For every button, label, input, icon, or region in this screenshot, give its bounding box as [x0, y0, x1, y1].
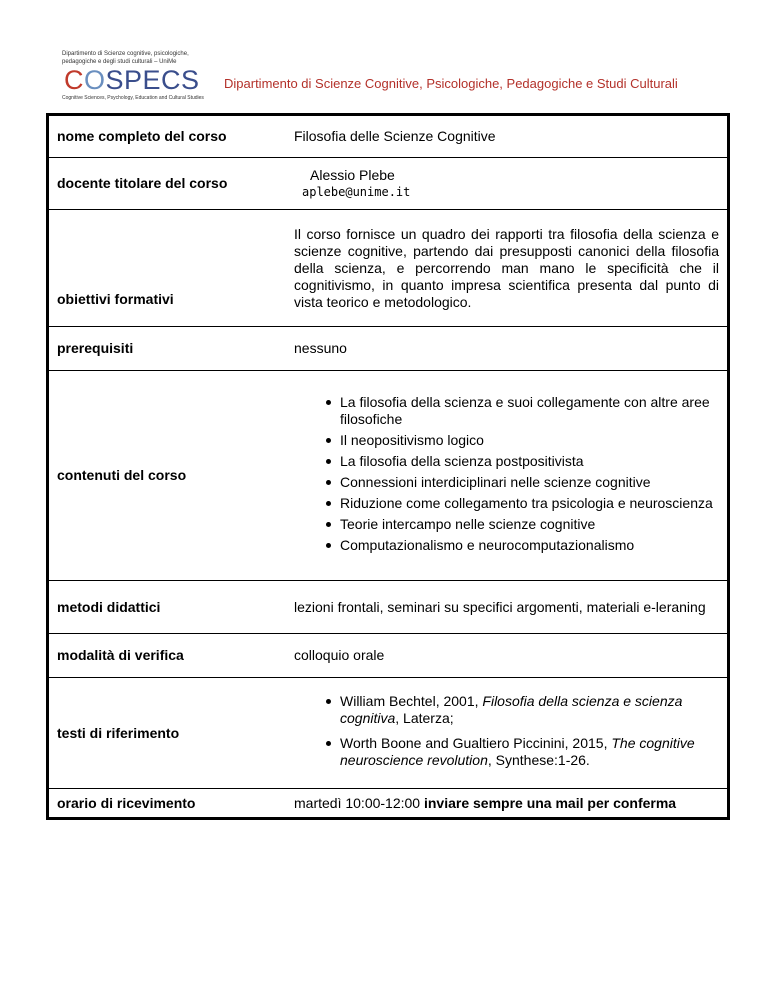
label-contents: contenuti del corso	[48, 371, 291, 581]
value-references	[290, 678, 729, 789]
logo-wordmark	[64, 66, 200, 94]
label-assessment: modalità di verifica	[48, 634, 291, 678]
value-teacher	[290, 158, 729, 210]
reference-author: William Bechtel, 2001,	[340, 693, 483, 709]
row-course-name	[48, 115, 729, 158]
row-references	[48, 678, 729, 789]
list-item: Riduzione come collegamento tra psicologia e neuroscienza	[340, 495, 719, 512]
reference-title: The cognitive neuroscience revolution	[340, 735, 695, 768]
list-item: La filosofia della scienza postpositivista	[340, 453, 719, 470]
logo-top-line2: pedagogiche e degli studi culturali – UniMe	[62, 59, 177, 65]
contents-list	[294, 394, 719, 554]
cospecs-logo	[62, 50, 212, 104]
row-methods	[48, 581, 729, 634]
office-hours-note: inviare sempre una mail per conferma	[423, 794, 677, 811]
references-list	[294, 693, 719, 769]
reference-title: Filosofia della scienza e scienza cognitiva	[340, 693, 683, 726]
list-item: Il neopositivismo logico	[340, 432, 719, 449]
course-info-table	[46, 113, 730, 820]
teacher-name: Alessio Plebe	[310, 166, 395, 183]
page-header	[62, 50, 722, 110]
reference-publisher: , Laterza;	[395, 710, 454, 726]
list-item: Computazionalismo e neurocomputazionalismo	[340, 537, 719, 554]
value-assessment: colloquio orale	[290, 634, 729, 678]
list-item: La filosofia della scienza e suoi collegamente con altre aree filosofiche	[340, 394, 719, 428]
teacher-email: aplebe@unime.it	[302, 184, 411, 199]
reference-publisher: , Synthese:1-26.	[487, 752, 590, 768]
row-office-hours	[48, 789, 729, 819]
label-office-hours: orario di ricevimento	[57, 794, 196, 811]
reference-item	[340, 693, 719, 727]
value-contents	[290, 371, 729, 581]
row-prerequisites	[48, 327, 729, 371]
label-course-name: nome completo del corso	[48, 115, 291, 158]
row-contents	[48, 371, 729, 581]
logo-letters-rest: SPECS	[105, 65, 200, 95]
row-assessment	[48, 634, 729, 678]
row-teacher	[48, 158, 729, 210]
value-objectives: Il corso fornisce un quadro dei rapporti tra filosofia della scienza e scienze cognitive, partendo dai presupposti canonici della filosofia della scienza, e percorrendo man mano le specificità che il cognitivismo, in quanto impresa scientifica presenta dal punto di vista teorico e metodologico.	[290, 210, 729, 327]
logo-bottom-text: Cognitive Sciences, Psychology, Education and Cultural Studies	[62, 95, 204, 101]
logo-letter-o: O	[84, 65, 106, 95]
label-teacher: docente titolare del corso	[48, 158, 291, 210]
value-methods: lezioni frontali, seminari su specifici argomenti, materiali e-leraning	[290, 581, 729, 634]
logo-top-text	[62, 50, 212, 66]
department-name: Dipartimento di Scienze Cognitive, Psicologiche, Pedagogiche e Studi Culturali	[224, 76, 678, 91]
logo-letter-c: C	[64, 65, 84, 95]
label-prerequisites: prerequisiti	[48, 327, 291, 371]
office-hours-time: martedì 10:00-12:00	[294, 794, 424, 811]
label-objectives: obiettivi formativi	[48, 210, 291, 327]
value-office-hours	[290, 789, 729, 819]
list-item: Teorie intercampo nelle scienze cognitive	[340, 516, 719, 533]
reference-item	[340, 735, 719, 769]
label-methods: metodi didattici	[48, 581, 291, 634]
row-objectives	[48, 210, 729, 327]
value-course-name: Filosofia delle Scienze Cognitive	[290, 115, 729, 158]
reference-author: Worth Boone and Gualtiero Piccinini, 2015,	[340, 735, 612, 751]
value-prerequisites: nessuno	[290, 327, 729, 371]
logo-top-line1: Dipartimento di Scienze cognitive, psicologiche,	[62, 51, 189, 57]
label-references: testi di riferimento	[48, 678, 291, 789]
list-item: Connessioni interdiciplinari nelle scienze cognitive	[340, 474, 719, 491]
